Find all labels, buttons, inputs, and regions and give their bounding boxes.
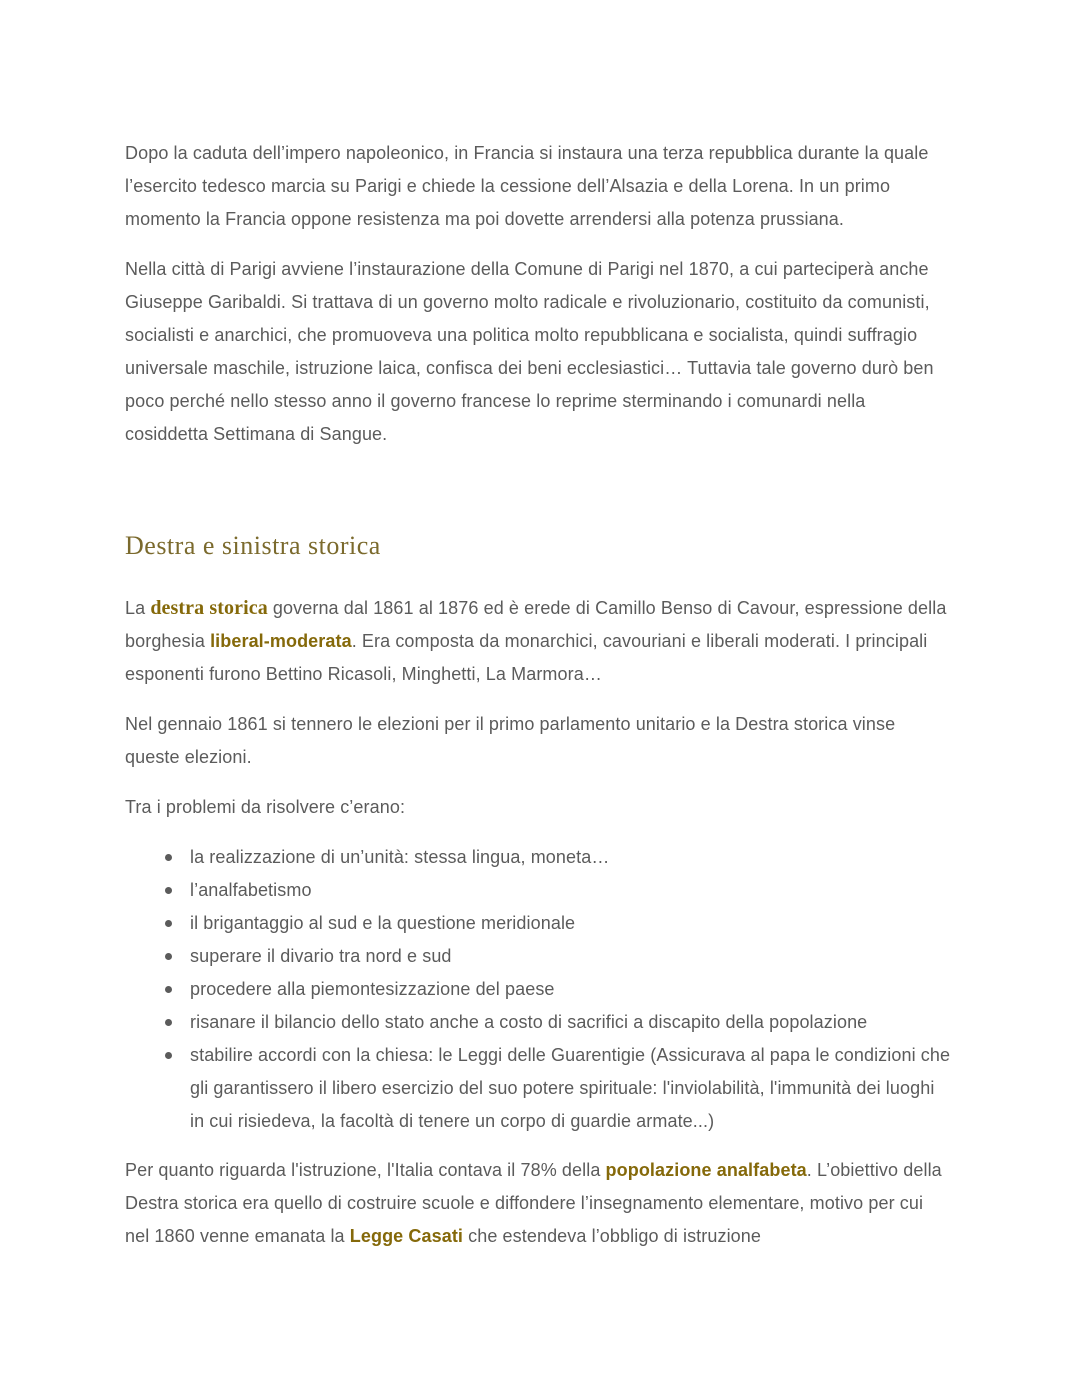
bullet-item-analfabetismo: l’analfabetismo: [125, 874, 952, 907]
text-run: . Era composta da monarchici, cavouriani e liberali moderati. I principali esponenti furono Bettino Ricasoli, Minghetti, La Marmora…: [125, 631, 928, 684]
bullet-item-divario: superare il divario tra nord e sud: [125, 940, 952, 973]
text-run-popolazione-analfabeta-highlight: popolazione analfabeta: [605, 1160, 807, 1180]
section-heading-destra-sinistra: Destra e sinistra storica: [125, 531, 381, 560]
paragraph-comune-parigi: Nella città di Parigi avviene l’instaurazione della Comune di Parigi nel 1870, a cui parteciperà anche Giuseppe Garibaldi. Si trattava di un governo molto radicale e rivoluzionario, costituito da comunisti, socialisti e anarchici, che promuoveva una politica molto repubblicana e socialista, quindi suffragio universale maschile, istruzione laica, confisca dei beni ecclesiastici… Tuttavia tale governo durò ben poco perché nello stesso anno il governo francese lo reprime sterminando i comunardi nella cosiddetta Settimana di Sangue.: [125, 259, 934, 444]
text-run: . L’obiettivo della Destra storica era quello di costruire scuole e diffondere l’insegnamento elementare, motivo per cui nel 1860 venne emanata la: [125, 1160, 942, 1246]
text-run: La: [125, 598, 151, 618]
paragraph-napoleonic-fall: Dopo la caduta dell’impero napoleonico, in Francia si instaura una terza repubblica durante la quale l’esercito tedesco marcia su Parigi e chiede la cessione dell’Alsazia e della Lorena. In un primo momento la Francia oppone resistenza ma poi dovette arrendersi alla potenza prussiana.: [125, 143, 929, 229]
paragraph-problemi-intro: Tra i problemi da risolvere c’erano:: [125, 797, 406, 817]
text-run-destra-storica-highlight: destra storica: [150, 597, 268, 619]
paragraph-elezioni-1861: Nel gennaio 1861 si tennero le elezioni per il primo parlamento unitario e la Destra storica vinse queste elezioni.: [125, 714, 896, 767]
text-run: che estendeva l’obbligo di istruzione: [463, 1226, 762, 1246]
bullet-item-guarentigie: stabilire accordi con la chiesa: le Leggi delle Guarentigie (Assicurava al papa le condizioni che gli garantissero il libero esercizio del suo potere spirituale: l'inviolabilità, l'immunità dei luoghi in cui risiedeva, la facoltà di tenere un corpo di guardie armate...): [125, 1039, 952, 1138]
paragraph-destra-storica: [125, 592, 952, 691]
text-run-liberal-moderata-highlight: liberal-moderata: [210, 631, 352, 651]
bullet-item-unita: la realizzazione di un’unità: stessa lingua, moneta…: [125, 841, 952, 874]
text-run: Per quanto riguarda l'istruzione, l'Italia contava il 78% della: [125, 1160, 606, 1180]
problems-bullet-list: [125, 841, 952, 1138]
text-run: governa dal 1861 al 1876 ed è erede di Camillo Benso di Cavour, espressione della borghesia: [125, 598, 947, 651]
bullet-item-piemontesizzazione: procedere alla piemontesizzazione del paese: [125, 973, 952, 1006]
text-run-legge-casati-highlight: Legge Casati: [349, 1226, 464, 1246]
bullet-item-bilancio: risanare il bilancio dello stato anche a costo di sacrifici a discapito della popolazione: [125, 1006, 952, 1039]
bullet-item-brigantaggio: il brigantaggio al sud e la questione meridionale: [125, 907, 952, 940]
paragraph-istruzione: [125, 1154, 952, 1253]
